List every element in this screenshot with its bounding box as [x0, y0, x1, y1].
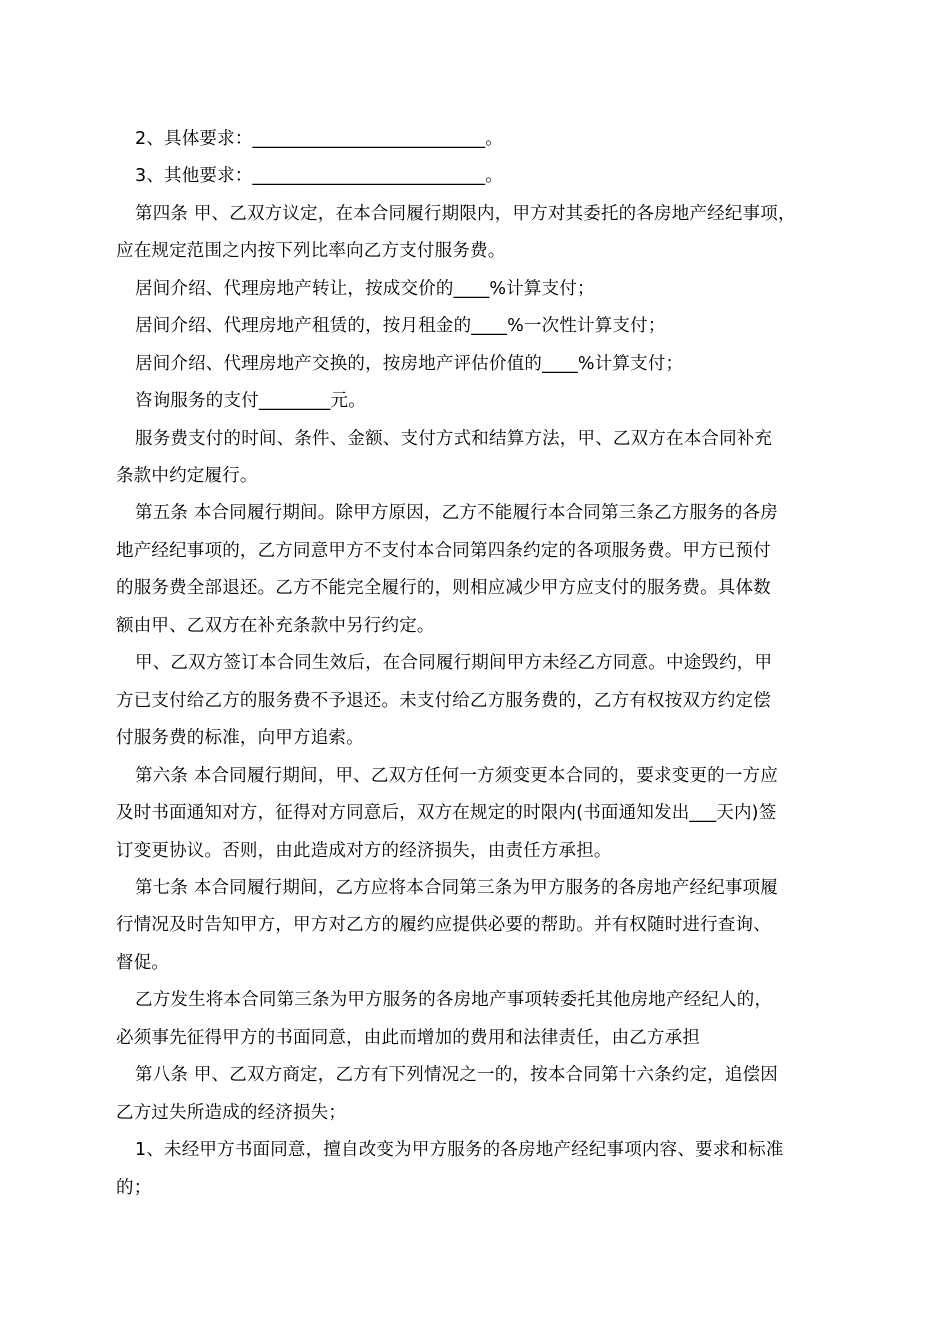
fee-transfer: 居间介绍、代理房地产转让，按成交价的____%计算支付；: [135, 279, 595, 299]
subcontract-line-1: 乙方发生将本合同第三条为甲方服务的各房地产事项转委托其他房地产经纪人的，: [135, 990, 773, 1010]
fee-lease: 居间介绍、代理房地产租赁的，按月租金的____%一次性计算支付；: [135, 316, 666, 336]
article-6-line-1: 第六条 本合同履行期间，甲、乙双方任何一方须变更本合同的，要求变更的一方应: [135, 766, 778, 786]
fee-consulting: 咨询服务的支付________元。: [135, 391, 366, 411]
article-4-line-2: 应在规定范围之内按下列比率向乙方支付服务费。: [116, 241, 506, 261]
article-5-line-1: 第五条 本合同履行期间。除甲方原因，乙方不能履行本合同第三条乙方服务的各房: [135, 503, 778, 523]
article-5-line-4: 额由甲、乙双方在补充条款中另行约定。: [116, 616, 435, 636]
clause-requirement-other: 3、其他要求：__________________________。: [135, 166, 503, 186]
clause-requirement-specific: 2、具体要求：__________________________。: [135, 129, 503, 149]
article-7-line-2: 行情况及时告知甲方，甲方对乙方的履约应提供必要的帮助。并有权随时进行查询、: [116, 915, 771, 935]
breach-line-2: 方已支付给乙方的服务费不予退还。未支付给乙方服务费的，乙方有权按双方约定偿: [116, 691, 771, 711]
fee-exchange: 居间介绍、代理房地产交换的，按房地产评估价值的____%计算支付；: [135, 354, 684, 374]
article-8-item-1-line-2: 的；: [116, 1178, 152, 1198]
article-6-line-3: 订变更协议。否则，由此造成对方的经济损失，由责任方承担。: [116, 841, 612, 861]
article-4-line-1: 第四条 甲、乙双方议定，在本合同履行期限内，甲方对其委托的各房地产经纪事项，: [135, 204, 796, 224]
fee-payment-line-2: 条款中约定履行。: [116, 466, 258, 486]
breach-line-1: 甲、乙双方签订本合同生效后，在合同履行期间甲方未经乙方同意。中途毁约，甲: [135, 653, 773, 673]
fee-payment-line-1: 服务费支付的时间、条件、金额、支付方式和结算方法，甲、乙双方在本合同补充: [135, 429, 773, 449]
article-7-line-1: 第七条 本合同履行期间，乙方应将本合同第三条为甲方服务的各房地产经纪事项履: [135, 878, 778, 898]
breach-line-3: 付服务费的标准，向甲方追索。: [116, 728, 364, 748]
article-8-item-1-line-1: 1、未经甲方书面同意，擅自改变为甲方服务的各房地产经纪事项内容、要求和标准: [135, 1140, 784, 1160]
subcontract-line-2: 必须事先征得甲方的书面同意，由此而增加的费用和法律责任，由乙方承担: [116, 1028, 701, 1048]
article-8-line-2: 乙方过失所造成的经济损失；: [116, 1103, 347, 1123]
article-5-line-2: 地产经纪事项的，乙方同意甲方不支付本合同第四条约定的各项服务费。甲方已预付: [116, 541, 771, 561]
article-5-line-3: 的服务费全部退还。乙方不能完全履行的，则相应减少甲方应支付的服务费。具体数: [116, 578, 771, 598]
article-8-line-1: 第八条 甲、乙双方商定，乙方有下列情况之一的，按本合同第十六条约定，追偿因: [135, 1065, 778, 1085]
article-6-line-2: 及时书面通知对方，征得对方同意后，双方在规定的时限内(书面通知发出___天内)签: [116, 803, 777, 823]
article-7-line-3: 督促。: [116, 953, 170, 973]
